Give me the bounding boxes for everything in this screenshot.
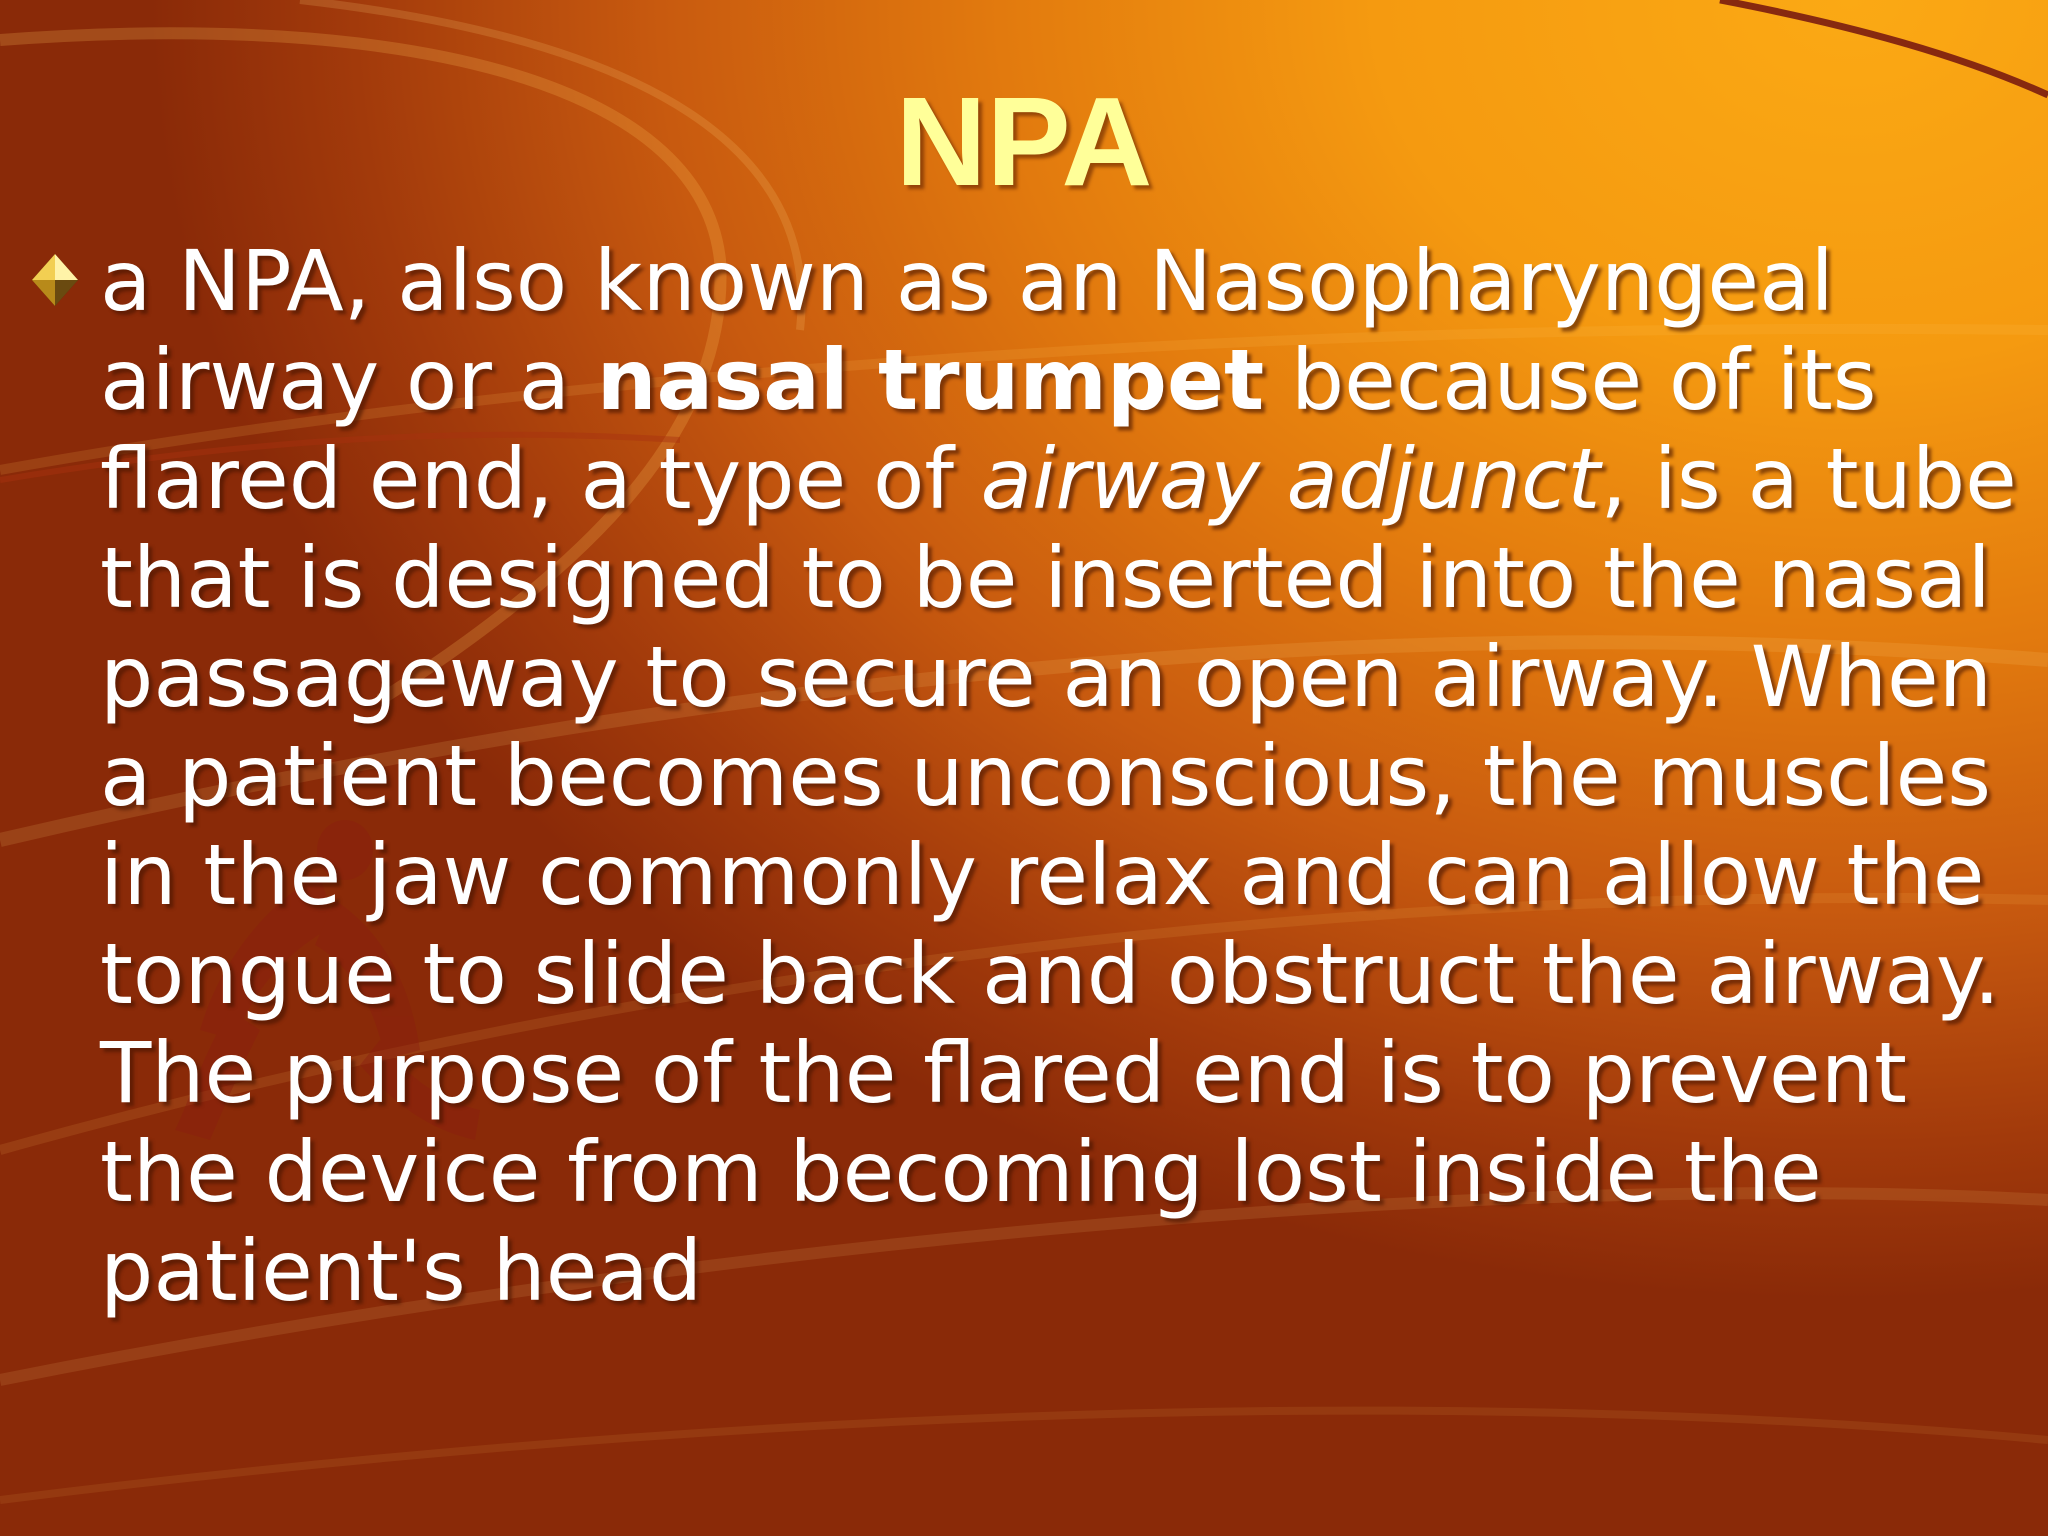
bullet-text-part: , is a tube that is designed to be inserted into the nasal passageway to secure an open airway. When a patient becomes unconscious, the muscles in the jaw commonly relax and can allow the tongue to slide back and obstruct the airway. The purpose of the flared end is to prevent the device from becoming lost inside the patient's head [100, 430, 2017, 1320]
italic-term-airway-adjunct: airway adjunct [980, 430, 1601, 528]
slide-title: NPA [895, 71, 1153, 212]
bullet-text-part: because of its flared end, a type of [100, 331, 1877, 528]
bullet-text-part: a NPA, also known as an Nasopharyngeal airway or a [100, 232, 1834, 429]
diamond-bullet-icon [30, 252, 80, 308]
bullet-text [100, 232, 2035, 1321]
bold-term-nasal-trumpet: nasal trumpet [596, 331, 1265, 429]
